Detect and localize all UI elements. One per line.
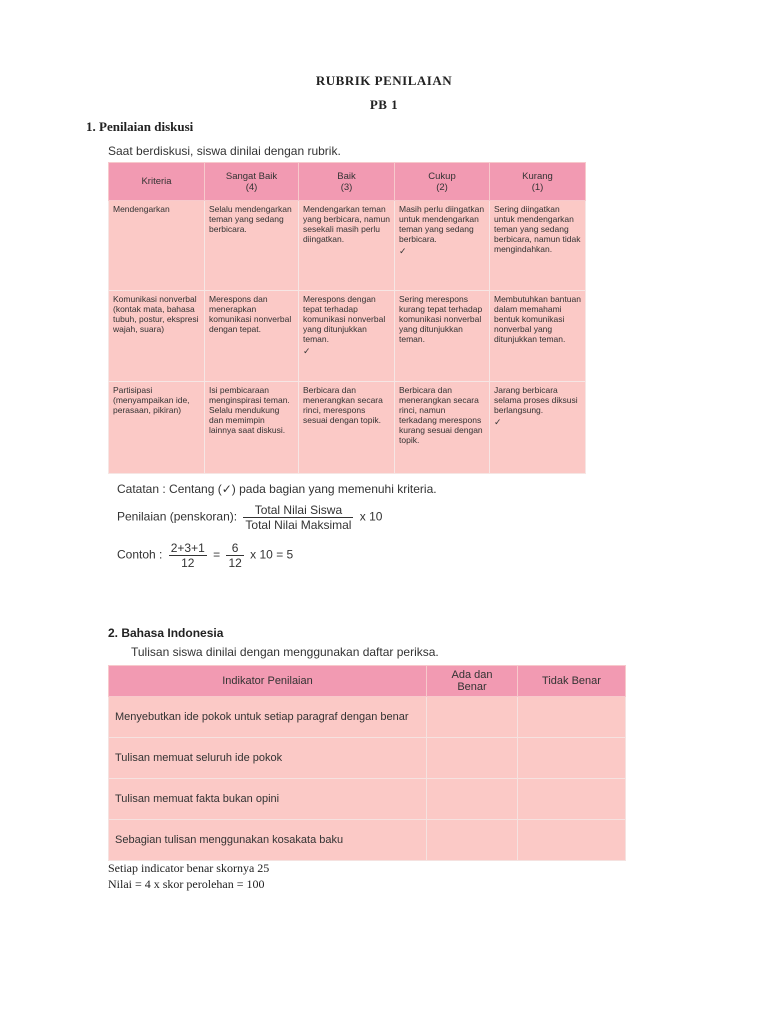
checklist-header-row [109, 666, 626, 697]
ada-benar-checkbox-cell[interactable] [427, 697, 518, 738]
page-title: RUBRIK PENILAIAN [315, 73, 453, 88]
formula-numerator: Total Nilai Siswa [243, 503, 353, 518]
example-numerator-1: 2+3+1 [170, 541, 205, 555]
rubric-cell [299, 382, 395, 474]
section1-intro: Saat berdiskusi, siswa dinilai dengan rubrik. [108, 144, 341, 158]
rubric-cell-text: Membutuhkan bantuan dalam memahami bentuk komunikasi nonverbal yang ditunjukkan teman. [494, 294, 581, 344]
checklist-row [109, 738, 626, 779]
check-mark-icon: ✓ [399, 246, 407, 256]
rubric-cell [109, 291, 205, 382]
example-result: x 10 = 5 [250, 547, 294, 562]
tidak-benar-checkbox-cell[interactable] [518, 697, 626, 738]
rubric-cell-text: Merespons dan menerapkan komunikasi nonverbal dengan tepat. [209, 294, 292, 334]
rubric-cell-text: Merespons dengan tepat terhadap komunikasi nonverbal yang ditunjukkan teman. [303, 294, 386, 344]
rubric-header-cell [109, 163, 205, 201]
scoring-formula [117, 503, 382, 532]
section2-heading: 2. Bahasa Indonesia [108, 626, 224, 640]
indicator-cell: Sebagian tulisan menggunakan kosakata baku [109, 820, 427, 861]
rubric-cell [490, 201, 586, 291]
rubric-cell-text: Selalu mendengarkan teman yang sedang berbicara. [209, 204, 292, 234]
rubric-cell [395, 291, 490, 382]
rubric-header-kriteria: Kriteria [141, 176, 172, 187]
tidak-benar-checkbox-cell[interactable] [518, 820, 626, 861]
rubric-cell [205, 382, 299, 474]
checklist-header-cell: Indikator Penilaian [109, 666, 427, 697]
section2-intro: Tulisan siswa dinilai dengan menggunakan daftar periksa. [131, 645, 439, 659]
rubric-cell [109, 382, 205, 474]
section1-heading: 1. Penilaian diskusi [86, 119, 194, 134]
rubric-note: Catatan : Centang (✓) pada bagian yang memenuhi kriteria. [117, 482, 437, 496]
rubric-header-row [109, 163, 586, 201]
rubric-row-komunikasi [109, 291, 586, 382]
rubric-cell [109, 201, 205, 291]
rubric-cell [490, 291, 586, 382]
example-numerator-2: 6 [226, 541, 243, 556]
footer-total-note: Nilai = 4 x skor perolehan = 100 [108, 877, 265, 891]
rubric-cell-text: Komunikasi nonverbal (kontak mata, bahasa tubuh, postur, ekspresi wajah, suara) [113, 294, 199, 334]
rubric-cell-text: Masih perlu diingatkan untuk mendengarkan teman yang sedang berbicara. [399, 204, 485, 244]
check-mark-icon: ✓ [494, 417, 502, 427]
example-fraction-2 [226, 541, 243, 570]
ada-benar-checkbox-cell[interactable] [427, 779, 518, 820]
indicator-cell: Tulisan memuat seluruh ide pokok [109, 738, 427, 779]
rubric-cell-text: Jarang berbicara selama proses diksusi berlangsung. [494, 385, 578, 415]
rubric-cell [395, 201, 490, 291]
footer-score-note: Setiap indicator benar skornya 25 [108, 861, 270, 875]
rubric-header-cell: Kurang (1) [490, 163, 586, 201]
rubric-row-mendengarkan [109, 201, 586, 291]
rubric-cell-text: Sering merespons kurang tepat terhadap komunikasi nonverbal yang ditunjukkan teman. [399, 294, 483, 344]
checklist-header-cell: Tidak Benar [518, 666, 626, 697]
check-mark-icon: ✓ [303, 346, 311, 356]
rubric-header-cell: Sangat Baik (4) [205, 163, 299, 201]
rubric-cell [395, 382, 490, 474]
rubric-row-partisipasi [109, 382, 586, 474]
rubric-cell-text: Berbicara dan menerangkan secara rinci, namun terkadang merespons kurang sesuai dengan topik. [399, 385, 483, 445]
formula-label: Penilaian (penskoran): [117, 509, 238, 524]
rubric-cell [299, 201, 395, 291]
indicator-cell: Menyebutkan ide pokok untuk setiap paragraf dengan benar [109, 697, 427, 738]
formula-multiplier: x 10 [359, 509, 383, 524]
checklist-row [109, 697, 626, 738]
example-equals: = [213, 547, 221, 562]
rubric-cell-text: Mendengarkan teman yang berbicara, namun sesekali masih perlu diingatkan. [303, 204, 390, 244]
rubric-header-cell: Baik (3) [299, 163, 395, 201]
ada-benar-checkbox-cell[interactable] [427, 738, 518, 779]
example-fraction-1 [169, 541, 207, 570]
rubric-cell-text: Partisipasi (menyampaikan ide, perasaan, pikiran) [113, 385, 190, 415]
example-label: Contoh : [117, 547, 163, 562]
rubric-cell-text: Berbicara dan menerangkan secara rinci, merespons sesuai dengan topik. [303, 385, 383, 425]
checklist-row [109, 779, 626, 820]
formula-fraction [243, 503, 353, 532]
rubric-header-cell: Cukup (2) [395, 163, 490, 201]
rubric-cell-text: Sering diingatkan untuk mendengarkan teman yang sedang berbicara, namun tidak mengindahkan. [494, 204, 581, 254]
example-denominator-1: 12 [181, 556, 195, 570]
tidak-benar-checkbox-cell[interactable] [518, 738, 626, 779]
rubric-cell [205, 201, 299, 291]
checklist-table [108, 665, 626, 861]
rubric-cell-text: Isi pembicaraan menginspirasi teman. Selalu mendukung dan memimpin lainnya saat diskusi. [209, 385, 290, 435]
page-subtitle: PB 1 [369, 97, 399, 112]
checklist-row [109, 820, 626, 861]
example-denominator-2: 12 [228, 556, 242, 570]
checklist-header-cell: Ada dan Benar [427, 666, 518, 697]
formula-denominator: Total Nilai Maksimal [245, 518, 352, 532]
scoring-example [117, 541, 293, 570]
rubric-cell-text: Mendengarkan [113, 204, 170, 214]
indicator-cell: Tulisan memuat fakta bukan opini [109, 779, 427, 820]
rubric-cell [299, 291, 395, 382]
ada-benar-checkbox-cell[interactable] [427, 820, 518, 861]
tidak-benar-checkbox-cell[interactable] [518, 779, 626, 820]
rubric-cell [490, 382, 586, 474]
rubric-cell [205, 291, 299, 382]
rubric-table [108, 162, 586, 474]
